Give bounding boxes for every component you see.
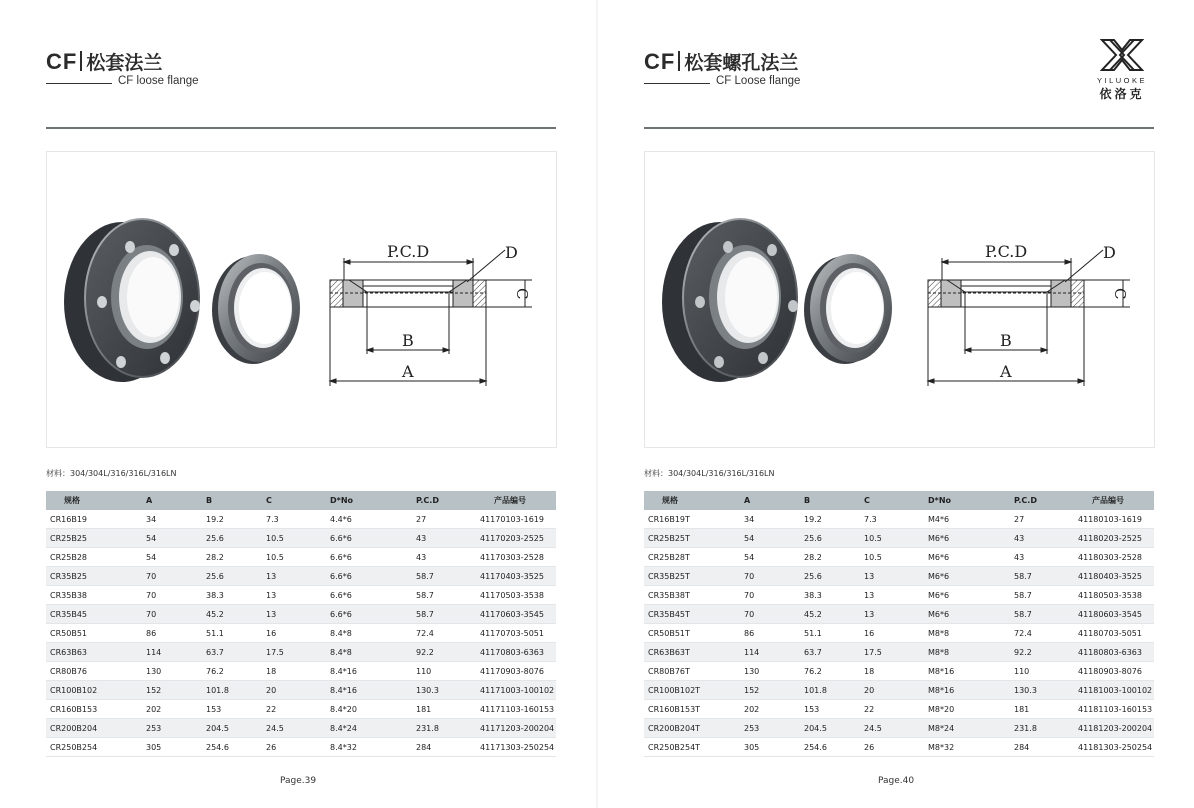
header-b: B bbox=[800, 491, 860, 510]
cell-product-code: 41181303-250254 bbox=[1070, 738, 1154, 757]
table-row bbox=[46, 624, 556, 643]
cell-spec: CR200B204 bbox=[46, 719, 142, 738]
table-row bbox=[46, 700, 556, 719]
flange-illustration bbox=[47, 152, 556, 447]
cell-d-no: 6.6*6 bbox=[326, 586, 412, 605]
header-product-code: 产品编号 bbox=[472, 491, 556, 510]
cell-product-code: 41170103-1619 bbox=[472, 510, 556, 529]
cell-a: 70 bbox=[740, 605, 800, 624]
title-cf: CF bbox=[46, 49, 78, 74]
cell-c: 7.3 bbox=[262, 510, 326, 529]
cell-pcd: 181 bbox=[1010, 700, 1070, 719]
cell-c: 13 bbox=[262, 605, 326, 624]
cell-b: 63.7 bbox=[202, 643, 262, 662]
table-row bbox=[46, 529, 556, 548]
cell-c: 24.5 bbox=[262, 719, 326, 738]
table-row bbox=[644, 624, 1154, 643]
cell-d-no: 6.6*6 bbox=[326, 529, 412, 548]
cross-section-drawing bbox=[330, 250, 532, 386]
cell-a: 70 bbox=[740, 567, 800, 586]
cell-b: 254.6 bbox=[202, 738, 262, 757]
cell-c: 13 bbox=[860, 605, 924, 624]
cell-pcd: 284 bbox=[1010, 738, 1070, 757]
header-spec: 规格 bbox=[644, 491, 740, 510]
catalog-page-right bbox=[598, 0, 1194, 808]
cell-pcd: 110 bbox=[1010, 662, 1070, 681]
cell-product-code: 41171203-200204 bbox=[472, 719, 556, 738]
cell-d-no: M8*32 bbox=[924, 738, 1010, 757]
cell-product-code: 41170703-5051 bbox=[472, 624, 556, 643]
cell-c: 24.5 bbox=[860, 719, 924, 738]
cell-a: 54 bbox=[740, 529, 800, 548]
cell-b: 25.6 bbox=[800, 567, 860, 586]
cell-product-code: 41180203-2525 bbox=[1070, 529, 1154, 548]
header-d-no: D*No bbox=[326, 491, 412, 510]
cell-b: 153 bbox=[202, 700, 262, 719]
cell-product-code: 41170503-3538 bbox=[472, 586, 556, 605]
title-divider bbox=[678, 51, 680, 71]
cell-a: 54 bbox=[142, 548, 202, 567]
title-divider bbox=[80, 51, 82, 71]
header-b: B bbox=[202, 491, 262, 510]
cell-pcd: 92.2 bbox=[1010, 643, 1070, 662]
product-figure bbox=[46, 151, 557, 448]
cell-d-no: M6*6 bbox=[924, 529, 1010, 548]
cell-pcd: 181 bbox=[412, 700, 472, 719]
cell-b: 25.6 bbox=[202, 529, 262, 548]
table-header-row bbox=[644, 491, 1154, 510]
cell-d-no: 8.4*8 bbox=[326, 643, 412, 662]
cell-product-code: 41180403-3525 bbox=[1070, 567, 1154, 586]
cell-spec: CR25B25 bbox=[46, 529, 142, 548]
cell-d-no: 6.6*6 bbox=[326, 548, 412, 567]
cell-b: 76.2 bbox=[202, 662, 262, 681]
cell-c: 18 bbox=[860, 662, 924, 681]
ring-image bbox=[212, 254, 300, 364]
cell-spec: CR63B63T bbox=[644, 643, 740, 662]
cell-product-code: 41171003-100102 bbox=[472, 681, 556, 700]
cell-spec: CR25B28 bbox=[46, 548, 142, 567]
cell-a: 305 bbox=[142, 738, 202, 757]
cell-b: 153 bbox=[800, 700, 860, 719]
table-row bbox=[46, 586, 556, 605]
cell-a: 152 bbox=[142, 681, 202, 700]
cell-a: 70 bbox=[142, 605, 202, 624]
cell-b: 25.6 bbox=[800, 529, 860, 548]
cell-pcd: 130.3 bbox=[1010, 681, 1070, 700]
cell-product-code: 41170603-3545 bbox=[472, 605, 556, 624]
cell-d-no: M4*6 bbox=[924, 510, 1010, 529]
cell-d-no: 8.4*16 bbox=[326, 681, 412, 700]
page-number: Page.39 bbox=[279, 776, 317, 786]
table-row bbox=[644, 643, 1154, 662]
subtitle-line bbox=[46, 83, 112, 84]
cell-product-code: 41181203-200204 bbox=[1070, 719, 1154, 738]
cell-pcd: 72.4 bbox=[412, 624, 472, 643]
yiluoke-logo-icon bbox=[1100, 38, 1144, 72]
cell-spec: CR35B45 bbox=[46, 605, 142, 624]
table-row bbox=[46, 605, 556, 624]
cell-a: 152 bbox=[740, 681, 800, 700]
cell-a: 54 bbox=[142, 529, 202, 548]
cell-product-code: 41181003-100102 bbox=[1070, 681, 1154, 700]
cell-a: 114 bbox=[142, 643, 202, 662]
cell-pcd: 130.3 bbox=[412, 681, 472, 700]
material-note: 材料：304/304L/316/316L/316LN bbox=[644, 469, 775, 478]
page-number: Page.40 bbox=[877, 776, 915, 786]
cell-d-no: 6.6*6 bbox=[326, 567, 412, 586]
cell-b: 28.2 bbox=[202, 548, 262, 567]
cell-product-code: 41180503-3538 bbox=[1070, 586, 1154, 605]
brand-logo bbox=[1088, 38, 1156, 102]
table-row bbox=[46, 643, 556, 662]
table-row bbox=[644, 548, 1154, 567]
cell-spec: CR50B51T bbox=[644, 624, 740, 643]
cell-b: 25.6 bbox=[202, 567, 262, 586]
cell-product-code: 41181103-160153 bbox=[1070, 700, 1154, 719]
cell-b: 28.2 bbox=[800, 548, 860, 567]
flange-image bbox=[662, 218, 798, 382]
cell-a: 86 bbox=[142, 624, 202, 643]
cell-pcd: 27 bbox=[412, 510, 472, 529]
table-row bbox=[644, 567, 1154, 586]
table-row bbox=[644, 719, 1154, 738]
catalog-page-left bbox=[0, 0, 596, 808]
cell-pcd: 58.7 bbox=[412, 567, 472, 586]
cell-a: 114 bbox=[740, 643, 800, 662]
cell-pcd: 58.7 bbox=[412, 605, 472, 624]
cell-c: 13 bbox=[262, 567, 326, 586]
cell-c: 10.5 bbox=[860, 548, 924, 567]
cell-spec: CR35B25 bbox=[46, 567, 142, 586]
cell-spec: CR100B102 bbox=[46, 681, 142, 700]
cell-d-no: 4.4*6 bbox=[326, 510, 412, 529]
header-divider bbox=[644, 127, 1154, 129]
cell-product-code: 41171303-250254 bbox=[472, 738, 556, 757]
table-row bbox=[46, 681, 556, 700]
cell-product-code: 41170203-2525 bbox=[472, 529, 556, 548]
label-pcd: P.C.D bbox=[985, 242, 1028, 261]
cell-product-code: 41180903-8076 bbox=[1070, 662, 1154, 681]
cell-pcd: 92.2 bbox=[412, 643, 472, 662]
cell-spec: CR35B25T bbox=[644, 567, 740, 586]
cell-pcd: 72.4 bbox=[1010, 624, 1070, 643]
cell-a: 253 bbox=[740, 719, 800, 738]
cell-pcd: 110 bbox=[412, 662, 472, 681]
cell-c: 20 bbox=[860, 681, 924, 700]
table-row bbox=[644, 700, 1154, 719]
cell-d-no: 8.4*8 bbox=[326, 624, 412, 643]
header-spec: 规格 bbox=[46, 491, 142, 510]
cell-pcd: 284 bbox=[412, 738, 472, 757]
cell-b: 101.8 bbox=[202, 681, 262, 700]
cell-d-no: 8.4*20 bbox=[326, 700, 412, 719]
cell-spec: CR35B38 bbox=[46, 586, 142, 605]
label-d: D bbox=[505, 243, 518, 262]
cell-b: 38.3 bbox=[800, 586, 860, 605]
cell-a: 202 bbox=[740, 700, 800, 719]
cell-c: 7.3 bbox=[860, 510, 924, 529]
cell-c: 22 bbox=[860, 700, 924, 719]
cell-product-code: 41180703-5051 bbox=[1070, 624, 1154, 643]
cell-a: 34 bbox=[740, 510, 800, 529]
cell-a: 70 bbox=[142, 586, 202, 605]
header-c: C bbox=[262, 491, 326, 510]
cell-d-no: 8.4*16 bbox=[326, 662, 412, 681]
cell-spec: CR25B28T bbox=[644, 548, 740, 567]
cell-d-no: M6*6 bbox=[924, 567, 1010, 586]
cell-spec: CR16B19T bbox=[644, 510, 740, 529]
cell-pcd: 27 bbox=[1010, 510, 1070, 529]
cell-c: 22 bbox=[262, 700, 326, 719]
header-a: A bbox=[740, 491, 800, 510]
cell-product-code: 41171103-160153 bbox=[472, 700, 556, 719]
cell-b: 76.2 bbox=[800, 662, 860, 681]
cell-pcd: 58.7 bbox=[1010, 567, 1070, 586]
brand-name-cn: 依洛克 bbox=[1099, 87, 1145, 101]
table-row bbox=[46, 738, 556, 757]
cell-a: 202 bbox=[142, 700, 202, 719]
header-divider bbox=[46, 127, 556, 129]
cell-spec: CR16B19 bbox=[46, 510, 142, 529]
cell-b: 101.8 bbox=[800, 681, 860, 700]
cell-pcd: 231.8 bbox=[1010, 719, 1070, 738]
cell-d-no: M6*6 bbox=[924, 586, 1010, 605]
cell-product-code: 41170303-2528 bbox=[472, 548, 556, 567]
cell-a: 34 bbox=[142, 510, 202, 529]
cell-c: 16 bbox=[262, 624, 326, 643]
cell-a: 253 bbox=[142, 719, 202, 738]
spec-table bbox=[644, 491, 1154, 757]
cell-pcd: 43 bbox=[1010, 529, 1070, 548]
cell-pcd: 43 bbox=[412, 548, 472, 567]
cell-d-no: M6*6 bbox=[924, 605, 1010, 624]
cell-pcd: 231.8 bbox=[412, 719, 472, 738]
table-row bbox=[46, 548, 556, 567]
table-row bbox=[46, 662, 556, 681]
cell-spec: CR200B204T bbox=[644, 719, 740, 738]
header-product-code: 产品编号 bbox=[1070, 491, 1154, 510]
cell-c: 26 bbox=[860, 738, 924, 757]
cell-a: 305 bbox=[740, 738, 800, 757]
label-a: A bbox=[402, 362, 414, 381]
flange-illustration bbox=[645, 152, 1154, 447]
cell-product-code: 41180303-2528 bbox=[1070, 548, 1154, 567]
material-note: 材料：304/304L/316/316L/316LN bbox=[46, 469, 177, 478]
page-title bbox=[644, 48, 798, 75]
table-row bbox=[46, 567, 556, 586]
cell-a: 70 bbox=[142, 567, 202, 586]
cell-pcd: 58.7 bbox=[412, 586, 472, 605]
cell-b: 204.5 bbox=[800, 719, 860, 738]
cell-pcd: 58.7 bbox=[1010, 605, 1070, 624]
cell-d-no: M8*16 bbox=[924, 662, 1010, 681]
table-row bbox=[46, 719, 556, 738]
cell-c: 20 bbox=[262, 681, 326, 700]
title-chinese: 松套法兰 bbox=[86, 52, 163, 74]
cell-pcd: 58.7 bbox=[1010, 586, 1070, 605]
cell-d-no: 8.4*32 bbox=[326, 738, 412, 757]
brand-name-en: YILUOKE bbox=[1096, 76, 1147, 85]
cell-spec: CR63B63 bbox=[46, 643, 142, 662]
cell-b: 45.2 bbox=[202, 605, 262, 624]
header-c: C bbox=[860, 491, 924, 510]
cell-spec: CR25B25T bbox=[644, 529, 740, 548]
cell-c: 10.5 bbox=[262, 529, 326, 548]
cell-c: 16 bbox=[860, 624, 924, 643]
table-row bbox=[644, 586, 1154, 605]
cell-d-no: M8*8 bbox=[924, 643, 1010, 662]
cell-d-no: 8.4*24 bbox=[326, 719, 412, 738]
cell-d-no: M8*16 bbox=[924, 681, 1010, 700]
label-b: B bbox=[1000, 331, 1012, 350]
table-row bbox=[644, 681, 1154, 700]
table-row bbox=[644, 738, 1154, 757]
title-chinese: 松套螺孔法兰 bbox=[684, 52, 799, 74]
cell-pcd: 43 bbox=[412, 529, 472, 548]
cell-b: 19.2 bbox=[202, 510, 262, 529]
cell-c: 13 bbox=[860, 567, 924, 586]
cell-d-no: M8*20 bbox=[924, 700, 1010, 719]
table-row bbox=[644, 605, 1154, 624]
title-cf: CF bbox=[644, 49, 676, 74]
table-row bbox=[644, 510, 1154, 529]
cell-a: 70 bbox=[740, 586, 800, 605]
cell-c: 13 bbox=[262, 586, 326, 605]
cell-d-no: M8*8 bbox=[924, 624, 1010, 643]
cell-c: 26 bbox=[262, 738, 326, 757]
cell-spec: CR35B38T bbox=[644, 586, 740, 605]
cell-spec: CR160B153T bbox=[644, 700, 740, 719]
cell-c: 13 bbox=[860, 586, 924, 605]
cell-d-no: M8*24 bbox=[924, 719, 1010, 738]
cell-product-code: 41170903-8076 bbox=[472, 662, 556, 681]
cell-c: 17.5 bbox=[860, 643, 924, 662]
header-d-no: D*No bbox=[924, 491, 1010, 510]
cell-a: 54 bbox=[740, 548, 800, 567]
cell-b: 19.2 bbox=[800, 510, 860, 529]
table-header-row bbox=[46, 491, 556, 510]
cell-c: 17.5 bbox=[262, 643, 326, 662]
page-subtitle: CF loose flange bbox=[118, 75, 199, 87]
cell-spec: CR250B254 bbox=[46, 738, 142, 757]
table-row bbox=[46, 510, 556, 529]
label-c: C bbox=[1111, 288, 1129, 300]
cross-section-drawing bbox=[928, 250, 1130, 386]
product-figure bbox=[644, 151, 1155, 448]
cell-b: 51.1 bbox=[800, 624, 860, 643]
header-pcd: P.C.D bbox=[412, 491, 472, 510]
cell-a: 130 bbox=[740, 662, 800, 681]
cell-spec: CR100B102T bbox=[644, 681, 740, 700]
label-a: A bbox=[1000, 362, 1012, 381]
cell-b: 38.3 bbox=[202, 586, 262, 605]
table-row bbox=[644, 662, 1154, 681]
cell-c: 10.5 bbox=[262, 548, 326, 567]
label-b: B bbox=[402, 331, 414, 350]
page-title bbox=[46, 48, 162, 75]
cell-b: 204.5 bbox=[202, 719, 262, 738]
cell-spec: CR80B76T bbox=[644, 662, 740, 681]
label-d: D bbox=[1103, 243, 1116, 262]
table-row bbox=[644, 529, 1154, 548]
header-a: A bbox=[142, 491, 202, 510]
cell-spec: CR35B45T bbox=[644, 605, 740, 624]
cell-product-code: 41180603-3545 bbox=[1070, 605, 1154, 624]
cell-d-no: M6*6 bbox=[924, 548, 1010, 567]
label-c: C bbox=[513, 288, 531, 300]
cell-b: 254.6 bbox=[800, 738, 860, 757]
cell-b: 51.1 bbox=[202, 624, 262, 643]
page-subtitle: CF Loose flange bbox=[716, 75, 801, 87]
cell-c: 18 bbox=[262, 662, 326, 681]
subtitle-line bbox=[644, 83, 710, 84]
cell-d-no: 6.6*6 bbox=[326, 605, 412, 624]
cell-a: 86 bbox=[740, 624, 800, 643]
cell-product-code: 41170803-6363 bbox=[472, 643, 556, 662]
spec-table bbox=[46, 491, 556, 757]
cell-b: 63.7 bbox=[800, 643, 860, 662]
cell-a: 130 bbox=[142, 662, 202, 681]
cell-product-code: 41180103-1619 bbox=[1070, 510, 1154, 529]
cell-spec: CR160B153 bbox=[46, 700, 142, 719]
cell-spec: CR50B51 bbox=[46, 624, 142, 643]
cell-product-code: 41170403-3525 bbox=[472, 567, 556, 586]
cell-product-code: 41180803-6363 bbox=[1070, 643, 1154, 662]
cell-pcd: 43 bbox=[1010, 548, 1070, 567]
cell-c: 10.5 bbox=[860, 529, 924, 548]
label-pcd: P.C.D bbox=[387, 242, 430, 261]
header-pcd: P.C.D bbox=[1010, 491, 1070, 510]
cell-b: 45.2 bbox=[800, 605, 860, 624]
cell-spec: CR250B254T bbox=[644, 738, 740, 757]
cell-spec: CR80B76 bbox=[46, 662, 142, 681]
ring-image bbox=[804, 254, 892, 364]
flange-image bbox=[64, 218, 200, 382]
